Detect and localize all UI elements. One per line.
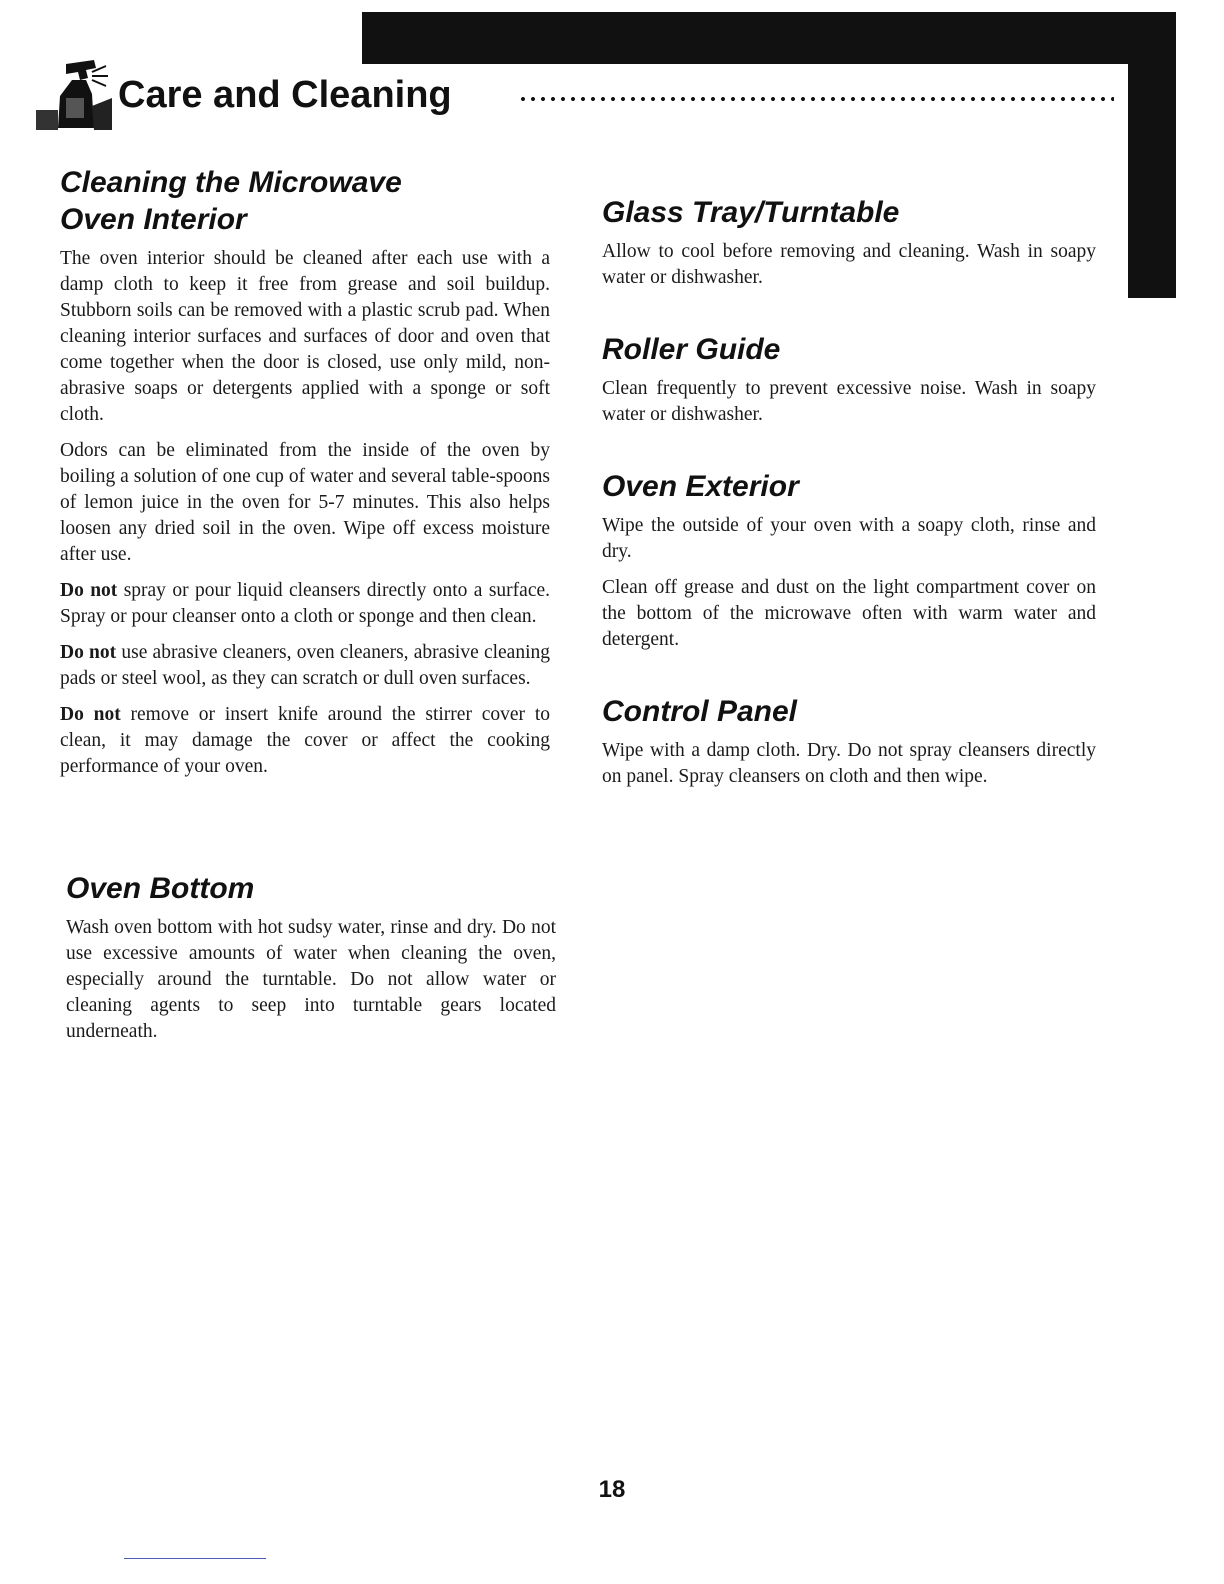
warning-text: remove or insert knife around the stirrer cover to clean, it may damage the cover or affect the cooking performance of your oven.	[60, 704, 550, 777]
heading-line-2: Oven Interior	[60, 203, 247, 236]
side-tab-bar	[1128, 12, 1176, 298]
section-heading-oven-exterior: Oven Exterior	[602, 470, 799, 503]
roller-guide-paragraph: Clean frequently to prevent excessive noise. Wash in soapy water or dishwasher.	[602, 378, 1096, 425]
section-heading-interior	[60, 164, 550, 238]
oven-bottom-paragraph: Wash oven bottom with hot sudsy water, rinse and dry. Do not use excessive amounts of water when cleaning the oven, especially around the turntable. Do not allow water or cleaning agents to seep into turntable gears located underneath.	[66, 917, 556, 1042]
title-dot-leader	[518, 96, 1114, 102]
interior-paragraph-2: Odors can be eliminated from the inside of the oven by boiling a solution of one cup of water and several table-spoons of lemon juice in the oven for 5-7 minutes. This also helps loosen any dried soil in the oven. Wipe off excess moisture after use.	[60, 440, 550, 565]
oven-bottom-section	[66, 870, 556, 1055]
warning-label: Do not	[60, 704, 121, 725]
oven-exterior-paragraph-2: Clean off grease and dust on the light compartment cover on the bottom of the microwave often with warm water and detergent.	[602, 577, 1096, 650]
section-heading-glass-tray: Glass Tray/Turntable	[602, 196, 900, 229]
warning-text: use abrasive cleaners, oven cleaners, abrasive cleaning pads or steel wool, as they can scratch or dull oven surfaces.	[60, 642, 551, 689]
section-heading-roller-guide: Roller Guide	[602, 333, 781, 366]
footer-rule	[124, 1558, 266, 1559]
interior-warning-1	[60, 578, 550, 630]
page-header	[36, 58, 1116, 138]
oven-exterior-paragraph-1: Wipe the outside of your oven with a soapy cloth, rinse and dry.	[602, 515, 1096, 562]
warning-label: Do not	[60, 642, 117, 663]
heading-line-1: Cleaning the Microwave	[60, 166, 402, 199]
page-number: 18	[598, 1476, 626, 1503]
header-black-bar	[362, 12, 1176, 64]
right-column	[602, 194, 1096, 800]
control-panel-paragraph: Wipe with a damp cloth. Dry. Do not spray cleansers directly on panel. Spray cleansers on cloth and then wipe.	[602, 740, 1096, 787]
section-heading-oven-bottom: Oven Bottom	[66, 872, 255, 905]
glass-tray-paragraph: Allow to cool before removing and cleaning. Wash in soapy water or dishwasher.	[602, 241, 1096, 288]
warning-label: Do not	[60, 580, 118, 601]
interior-warning-3	[60, 702, 550, 780]
left-column	[60, 164, 550, 790]
interior-paragraph-1: The oven interior should be cleaned after each use with a damp cloth to keep it free from grease and soil buildup. Stubborn soils can be removed with a plastic scrub pad. When cleaning interior surfaces and surfaces of door and oven that come together when the door is closed, use only mild, non-abrasive soaps or detergents applied with a sponge or soft cloth.	[60, 248, 550, 425]
spray-bottle-icon	[36, 58, 112, 132]
page-title: Care and Cleaning	[118, 74, 452, 116]
warning-text: spray or pour liquid cleansers directly onto a surface. Spray or pour cleanser onto a cloth or sponge and then clean.	[60, 580, 551, 627]
interior-warning-2	[60, 640, 550, 692]
section-heading-control-panel: Control Panel	[602, 695, 798, 728]
